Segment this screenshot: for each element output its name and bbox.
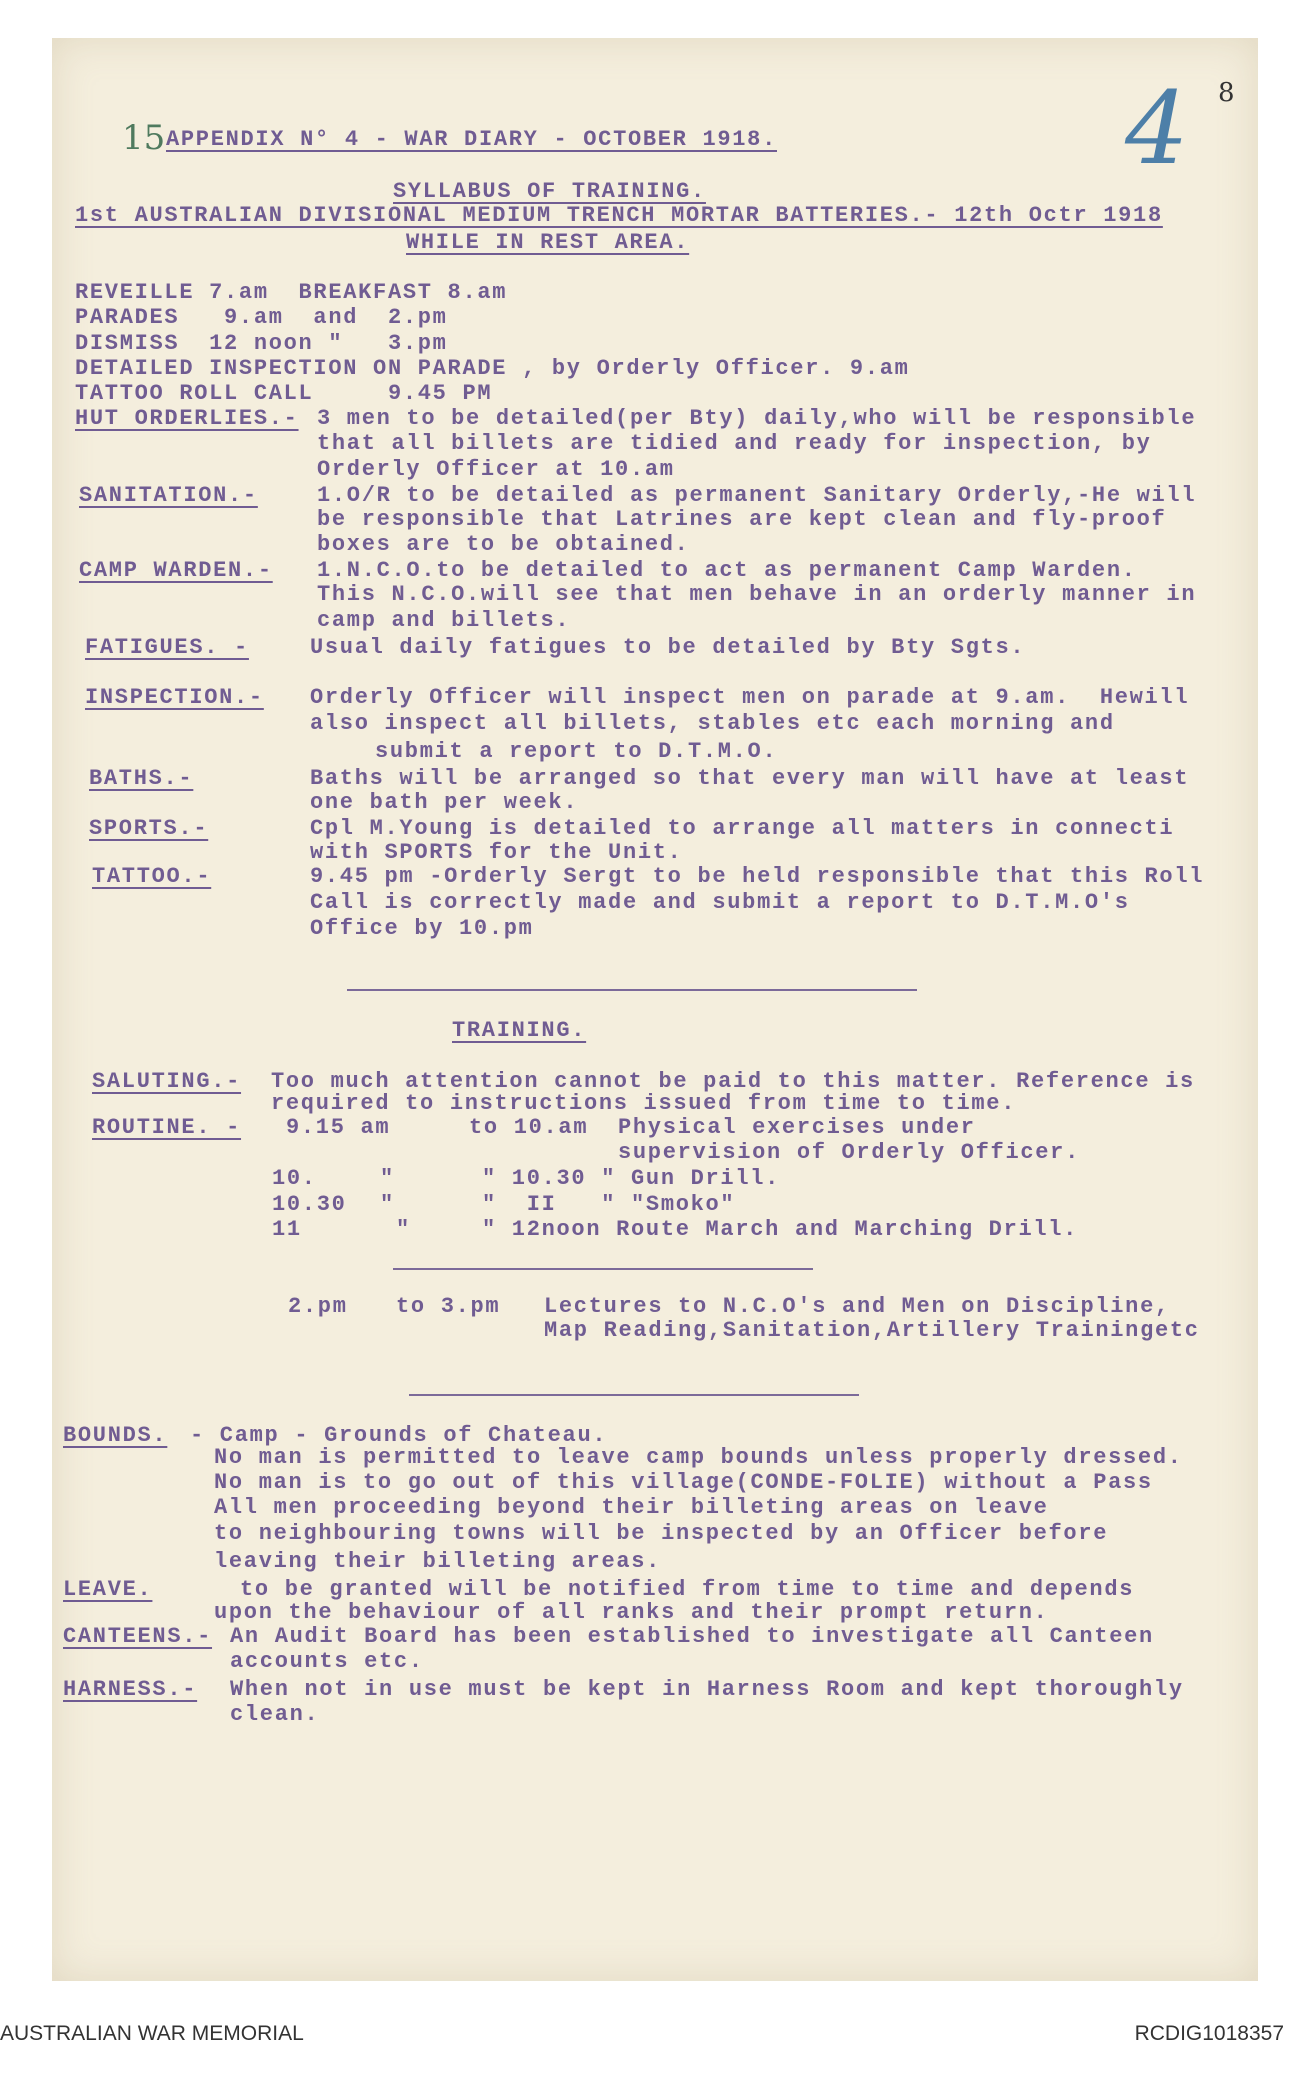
heading-rest-area: WHILE IN REST AREA. bbox=[406, 230, 690, 255]
routine-from: 10. bbox=[272, 1166, 317, 1191]
section-text: to neighbouring towns will be inspected by an Officer before bbox=[214, 1521, 1109, 1546]
section-text: All men proceeding beyond their billeting areas on leave bbox=[214, 1495, 1049, 1520]
section-label-inspection: INSPECTION.- bbox=[85, 685, 264, 710]
routine-activity: " 10.30 " Gun Drill. bbox=[482, 1166, 781, 1191]
routine-from: 9.15 am bbox=[286, 1115, 391, 1140]
section-text: Usual daily fatigues to be detailed by Bty Sgts. bbox=[310, 635, 1026, 660]
section-text: one bath per week. bbox=[310, 790, 579, 815]
lecture-text: Map Reading,Sanitation,Artillery Trainingetc bbox=[544, 1318, 1200, 1343]
routine-from: 11 bbox=[272, 1217, 302, 1242]
handwritten-page-number: 15 bbox=[122, 118, 166, 158]
section-label-sports: SPORTS.- bbox=[89, 816, 209, 841]
schedule-line: DISMISS 12 noon " 3.pm bbox=[75, 331, 448, 356]
section-label-fatigues: FATIGUES. - bbox=[85, 635, 249, 660]
section-text: Office by 10.pm bbox=[310, 916, 534, 941]
section-text: - Camp - Grounds of Chateau. bbox=[190, 1423, 608, 1448]
footer-record-id: RCDIG1018357 bbox=[1134, 2022, 1284, 2045]
section-text: camp and billets. bbox=[317, 608, 571, 633]
section-label-canteens: CANTEENS.- bbox=[63, 1624, 213, 1649]
section-text: Call is correctly made and submit a report to D.T.M.O's bbox=[310, 890, 1130, 915]
section-text: submit a report to D.T.M.O. bbox=[375, 739, 778, 764]
schedule-line: PARADES 9.am and 2.pm bbox=[75, 305, 448, 330]
section-label-tattoo: TATTOO.- bbox=[92, 864, 212, 889]
section-text: Cpl M.Young is detailed to arrange all matters in connecti bbox=[310, 816, 1175, 841]
lecture-from: 2.pm bbox=[288, 1294, 348, 1319]
divider bbox=[409, 1394, 859, 1396]
section-text: upon the behaviour of all ranks and their prompt return. bbox=[214, 1600, 1049, 1625]
section-text: 3 men to be detailed(per Bty) daily,who will be responsible bbox=[317, 406, 1197, 431]
section-text: This N.C.O.will see that men behave in an orderly manner in bbox=[317, 582, 1197, 607]
section-text: No man is to go out of this village(CONDE-FOLIE) without a Pass bbox=[214, 1470, 1153, 1495]
section-text: No man is permitted to leave camp bounds unless properly dressed. bbox=[214, 1445, 1183, 1470]
folio-number: 8 bbox=[1218, 78, 1235, 108]
divider bbox=[393, 1268, 813, 1270]
section-label-bounds: BOUNDS. bbox=[63, 1423, 168, 1448]
section-text: 9.45 pm -Orderly Sergt to be held responsible that this Roll bbox=[310, 864, 1205, 889]
section-text: 1.O/R to be detailed as permanent Sanitary Orderly,-He will bbox=[317, 483, 1197, 508]
routine-ditto: " bbox=[380, 1166, 395, 1191]
section-text: to be granted will be notified from time to time and depends bbox=[240, 1577, 1135, 1602]
section-text: Orderly Officer will inspect men on parade at 9.am. Hewill bbox=[310, 685, 1190, 710]
routine-ditto: " bbox=[380, 1192, 395, 1217]
schedule-line: TATTOO ROLL CALL 9.45 PM bbox=[75, 381, 493, 406]
divider bbox=[347, 989, 917, 991]
section-label-hut-orderlies: HUT ORDERLIES.- bbox=[75, 406, 299, 431]
section-label-routine: ROUTINE. - bbox=[92, 1115, 242, 1140]
section-text: clean. bbox=[230, 1702, 320, 1727]
section-text: Baths will be arranged so that every man will have at least bbox=[310, 766, 1190, 791]
schedule-line: DETAILED INSPECTION ON PARADE , by Orderly Officer. 9.am bbox=[75, 356, 910, 381]
section-text: When not in use must be kept in Harness Room and kept thoroughly bbox=[230, 1677, 1184, 1702]
section-text: accounts etc. bbox=[230, 1649, 424, 1674]
handwritten-folio: 4 bbox=[1125, 70, 1189, 187]
heading-unit: 1st AUSTRALIAN DIVISIONAL MEDIUM TRENCH MORTAR BATTERIES.- 12th Octr 1918 bbox=[75, 203, 1163, 228]
section-label-sanitation: SANITATION.- bbox=[79, 483, 258, 508]
section-text: with SPORTS for the Unit. bbox=[310, 840, 683, 865]
routine-ditto: " bbox=[396, 1217, 411, 1242]
lecture-text: Lectures to N.C.O's and Men on Discipline, bbox=[544, 1294, 1170, 1319]
routine-activity: Physical exercises under bbox=[618, 1115, 976, 1140]
section-text: 1.N.C.O.to be detailed to act as permanent Camp Warden. bbox=[317, 558, 1137, 583]
routine-activity: " II " "Smoko" bbox=[482, 1192, 736, 1217]
section-text: Too much attention cannot be paid to this matter. Reference is bbox=[271, 1069, 1195, 1094]
section-text: also inspect all billets, stables etc each morning and bbox=[310, 711, 1115, 736]
routine-from: 10.30 bbox=[272, 1192, 347, 1217]
section-text: that all billets are tidied and ready for inspection, by bbox=[317, 431, 1152, 456]
section-label-leave: LEAVE. bbox=[63, 1577, 153, 1602]
routine-activity: supervision of Orderly Officer. bbox=[618, 1140, 1080, 1165]
section-text: boxes are to be obtained. bbox=[317, 532, 690, 557]
section-text: Orderly Officer at 10.am bbox=[317, 457, 675, 482]
section-text: An Audit Board has been established to investigate all Canteen bbox=[230, 1624, 1154, 1649]
section-text: be responsible that Latrines are kept clean and fly-proof bbox=[317, 507, 1167, 532]
schedule-line: REVEILLE 7.am BREAKFAST 8.am bbox=[75, 280, 508, 305]
footer-credit: AUSTRALIAN WAR MEMORIAL bbox=[0, 2022, 304, 2045]
training-heading: TRAINING. bbox=[452, 1018, 587, 1043]
section-label-saluting: SALUTING.- bbox=[92, 1069, 242, 1094]
section-label-harness: HARNESS.- bbox=[63, 1677, 198, 1702]
document-title: APPENDIX N° 4 - WAR DIARY - OCTOBER 1918. bbox=[166, 127, 777, 152]
routine-activity: " 12noon Route March and Marching Drill. bbox=[482, 1217, 1079, 1242]
section-text: required to instructions issued from time to time. bbox=[271, 1091, 1017, 1116]
section-label-camp-warden: CAMP WARDEN.- bbox=[79, 558, 273, 583]
section-label-baths: BATHS.- bbox=[89, 766, 194, 791]
routine-to: to 10.am bbox=[469, 1115, 589, 1140]
lecture-to: to 3.pm bbox=[396, 1294, 501, 1319]
section-text: leaving their billeting areas. bbox=[214, 1549, 662, 1574]
heading-syllabus: SYLLABUS OF TRAINING. bbox=[393, 179, 706, 204]
